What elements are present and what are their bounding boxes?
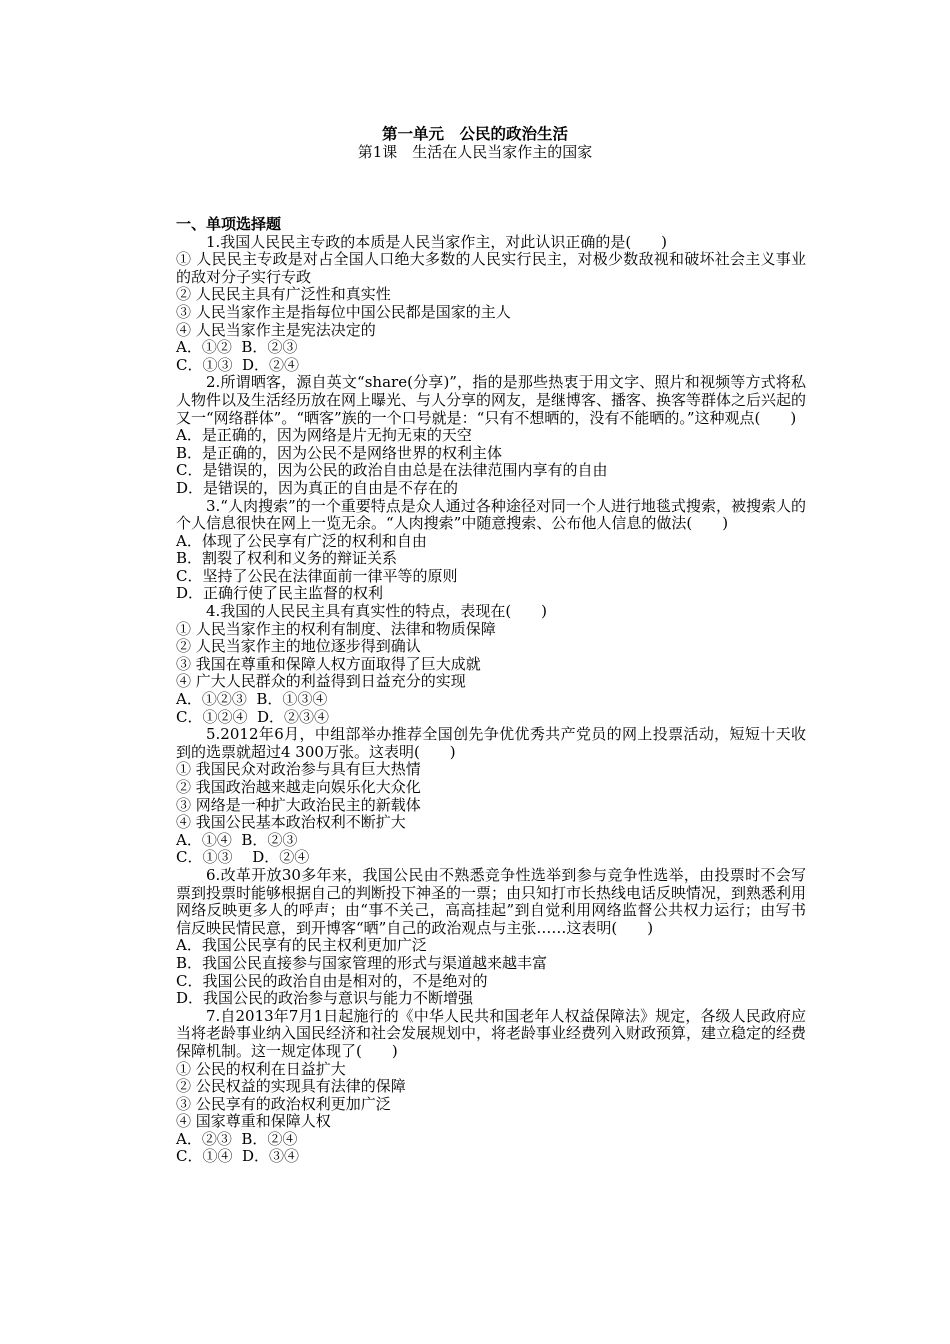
question-stem: 2.所谓晒客，源自英文“share(分享)”，指的是那些热衷于用文字、照片和视频等方式将私人物件以及生活经历放在网上曝光、与人分享的网友，是继博客、播客、换客等群体之后兴起的又一“网络群体”。“晒客”族的一个口号就是：“只有不想晒的，没有不能晒的。”这种观点( ) bbox=[176, 373, 807, 427]
answer-option: A．①② B．②③ bbox=[176, 338, 298, 357]
question-statement: ① 公民的权利在日益扩大 bbox=[176, 1059, 346, 1078]
answer-option: D．是错误的，因为真正的自由是不存在的 bbox=[176, 478, 459, 497]
answer-option: B．是正确的，因为公民不是网络世界的权利主体 bbox=[176, 443, 503, 462]
question-statement: ① 我国民众对政治参与具有巨大热情 bbox=[176, 760, 421, 779]
answer-option: A．体现了公民享有广泛的权利和自由 bbox=[176, 531, 427, 550]
answer-option: D．正确行使了民主监督的权利 bbox=[176, 584, 384, 603]
question-statement: ③ 网络是一种扩大政治民主的新载体 bbox=[176, 795, 421, 814]
answer-option: A．②③ B．②④ bbox=[176, 1129, 298, 1148]
section-heading: 一、单项选择题 bbox=[176, 215, 282, 233]
question-body bbox=[176, 216, 806, 1166]
question-statement: ② 人民民主具有广泛性和真实性 bbox=[176, 285, 391, 304]
answer-option: C．我国公民的政治自由是相对的，不是绝对的 bbox=[176, 971, 488, 990]
question-statement: ② 人民当家作主的地位逐步得到确认 bbox=[176, 637, 421, 656]
question-statement: ② 公民权益的实现具有法律的保障 bbox=[176, 1077, 406, 1096]
question-statement: ① 人民当家作主的权利有制度、法律和物质保障 bbox=[176, 619, 496, 638]
answer-option: A．是正确的，因为网络是片无拘无束的天空 bbox=[176, 426, 472, 445]
answer-option: A．我国公民享有的民主权利更加广泛 bbox=[176, 936, 427, 955]
answer-option: A．①④ B．②③ bbox=[176, 830, 298, 849]
question-statement: ① 人民民主专政是对占全国人口绝大多数的人民实行民主，对极少数敌视和破坏社会主义事业的敌对分子实行专政 bbox=[176, 250, 806, 286]
answer-option: B．我国公民直接参与国家管理的形式与渠道越来越丰富 bbox=[176, 953, 548, 972]
answer-option: D．我国公民的政治参与意识与能力不断增强 bbox=[176, 989, 474, 1008]
lesson-title: 第1课 生活在人民当家作主的国家 bbox=[357, 143, 593, 161]
question-stem: 7.自2013年7月1日起施行的《中华人民共和国老年人权益保障法》规定，各级人民政府应当将老龄事业纳入国民经济和社会发展规划中，将老龄事业经费列入财政预算，建立稳定的经费保障机制。这一规定体现了( ) bbox=[176, 1006, 807, 1060]
answer-option: A．①②③ B．①③④ bbox=[176, 690, 328, 709]
answer-option: C．是错误的，因为公民的政治自由总是在法律范围内享有的自由 bbox=[176, 461, 608, 480]
answer-option: C．①②④ D．②③④ bbox=[176, 707, 330, 726]
unit-title: 第一单元 公民的政治生活 bbox=[381, 124, 568, 143]
answer-option: C．①③ D．②④ bbox=[176, 355, 300, 374]
question-stem: 6.改革开放30多年来，我国公民由不熟悉竞争性选举到参与竞争性选举，由投票时不会写票到投票时能够根据自己的判断投下神圣的一票；由只知打市长热线电话反映情况，到熟悉利用网络反映更多人的呼声；由“事不关己，高高挂起”到自觉利用网络监督公共权力运行；由写书信反映民情民意，到开博客“晒”自己的政治观点与主张……这表明( ) bbox=[176, 865, 807, 937]
question-stem: 1.我国人民民主专政的本质是人民当家作主，对此认识正确的是( ) bbox=[206, 232, 668, 251]
question-statement: ② 我国政治越来越走向娱乐化大众化 bbox=[176, 778, 421, 796]
answer-option: B．割裂了权利和义务的辩证关系 bbox=[176, 549, 398, 568]
answer-option: C．①④ D．③④ bbox=[176, 1147, 300, 1166]
question-statement: ④ 我国公民基本政治权利不断扩大 bbox=[176, 813, 406, 832]
question-stem: 4.我国的人民民主具有真实性的特点，表现在( ) bbox=[206, 602, 548, 621]
answer-option: C．坚持了公民在法律面前一律平等的原则 bbox=[176, 566, 458, 585]
answer-option: C．①③ D．②④ bbox=[176, 848, 310, 867]
question-statement: ③ 我国在尊重和保障人权方面取得了巨大成就 bbox=[176, 654, 481, 673]
question-statement: ④ 广大人民群众的利益得到日益充分的实现 bbox=[176, 672, 466, 691]
question-statement: ③ 公民享有的政治权利更加广泛 bbox=[176, 1094, 391, 1113]
question-statement: ④ 人民当家作主是宪法决定的 bbox=[176, 320, 376, 339]
question-statement: ④ 国家尊重和保障人权 bbox=[176, 1112, 331, 1131]
question-stem: 3.“人肉搜索”的一个重要特点是众人通过各种途径对同一个人进行地毯式搜索，被搜索人的个人信息很快在网上一览无余。“人肉搜索”中随意搜索、公布他人信息的做法( ) bbox=[176, 496, 806, 533]
question-stem: 5.2012年6月，中组部举办推荐全国创先争优优秀共产党员的网上投票活动，短短十天收到的选票就超过4 300万张。这表明( ) bbox=[176, 725, 806, 761]
question-statement: ③ 人民当家作主是指每位中国公民都是国家的主人 bbox=[176, 302, 511, 321]
